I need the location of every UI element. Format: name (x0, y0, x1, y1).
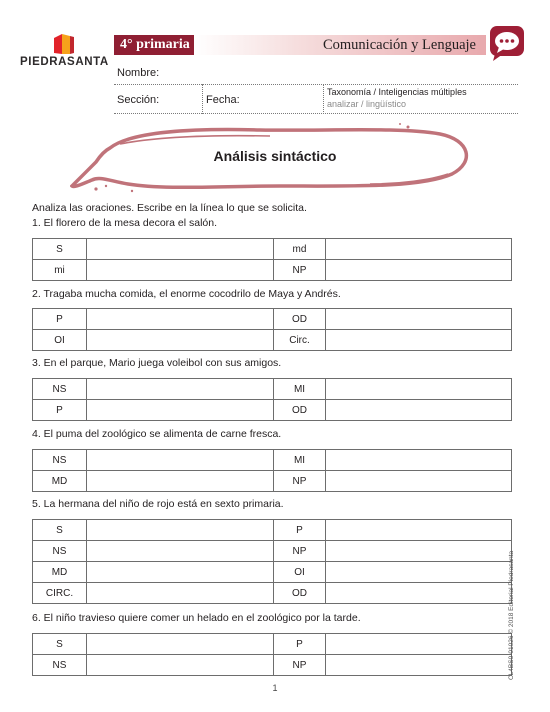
function-label: mi (33, 260, 87, 281)
answer-cell[interactable] (87, 400, 274, 421)
function-label: OD (274, 400, 326, 421)
answer-cell[interactable] (87, 583, 274, 604)
table-row (33, 583, 512, 604)
function-label: S (33, 239, 87, 260)
answer-cell[interactable] (326, 450, 512, 471)
table-row (33, 239, 512, 260)
taxonomy-value: analizar / lingüístico (327, 99, 407, 109)
answer-cell[interactable] (87, 520, 274, 541)
answer-cell[interactable] (326, 309, 512, 330)
function-label: md (274, 239, 326, 260)
answer-cell[interactable] (87, 541, 274, 562)
answer-cell[interactable] (87, 450, 274, 471)
answer-cell[interactable] (87, 379, 274, 400)
instructions-text: Analiza las oraciones. Escribe en la línea lo que se solicita. (32, 202, 307, 214)
answer-cell[interactable] (87, 260, 274, 281)
answer-cell[interactable] (87, 471, 274, 492)
exercise-table (32, 238, 512, 281)
table-row (33, 520, 512, 541)
exercise-table (32, 519, 512, 604)
table-row (33, 379, 512, 400)
function-label: P (274, 634, 326, 655)
table-row (33, 655, 512, 676)
answer-cell[interactable] (87, 655, 274, 676)
answer-cell[interactable] (326, 634, 512, 655)
table-row (33, 562, 512, 583)
name-label: Nombre: (117, 67, 160, 79)
answer-cell[interactable] (326, 541, 512, 562)
answer-cell[interactable] (326, 379, 512, 400)
exercise-sentence: 3. En el parque, Mario juega voleibol con sus amigos. (32, 357, 282, 369)
table-row (33, 634, 512, 655)
header-divider (323, 84, 324, 114)
exercise-sentence: 2. Tragaba mucha comida, el enorme cocodrilo de Maya y Andrés. (32, 288, 341, 300)
function-label: NP (274, 471, 326, 492)
exercise-table (32, 308, 512, 351)
function-label: NP (274, 655, 326, 676)
exercise-sentence: 5. La hermana del niño de rojo está en sexto primaria. (32, 498, 284, 510)
exercise-table (32, 633, 512, 676)
answer-cell[interactable] (87, 309, 274, 330)
function-label: S (33, 634, 87, 655)
header-divider (202, 84, 203, 114)
table-row (33, 471, 512, 492)
answer-cell[interactable] (326, 655, 512, 676)
table-row (33, 400, 512, 421)
header-line (114, 113, 518, 114)
function-label: P (33, 400, 87, 421)
function-label: NP (274, 541, 326, 562)
section-label: Sección: (117, 94, 160, 106)
logo-text: PIEDRASANTA (20, 56, 109, 68)
function-label: P (274, 520, 326, 541)
answer-cell[interactable] (87, 562, 274, 583)
function-label: CIRC. (33, 583, 87, 604)
header-line (114, 84, 518, 85)
taxonomy-label: Taxonomía / Inteligencias múltiples (327, 87, 467, 97)
function-label: NS (33, 655, 87, 676)
function-label: OI (274, 562, 326, 583)
table-row (33, 260, 512, 281)
answer-cell[interactable] (326, 330, 512, 351)
piedrasanta-logo-icon (52, 33, 76, 55)
answer-cell[interactable] (326, 400, 512, 421)
function-label: NS (33, 541, 87, 562)
table-row (33, 450, 512, 471)
function-label: MD (33, 471, 87, 492)
answer-cell[interactable] (326, 562, 512, 583)
chat-bubble-icon (489, 24, 525, 62)
exercise-sentence: 4. El puma del zoológico se alimenta de carne fresca. (32, 428, 282, 440)
answer-cell[interactable] (87, 634, 274, 655)
subject-title: Comunicación y Lenguaje (322, 37, 476, 53)
answer-cell[interactable] (326, 471, 512, 492)
function-label: Circ. (274, 330, 326, 351)
table-row (33, 330, 512, 351)
table-row (33, 309, 512, 330)
function-label: MI (274, 450, 326, 471)
page-number: 1 (272, 683, 278, 693)
page-title: Análisis sintáctico (213, 148, 337, 164)
answer-cell[interactable] (326, 520, 512, 541)
answer-cell[interactable] (326, 583, 512, 604)
grade-label: 4° primaria (114, 35, 194, 55)
date-label: Fecha: (206, 94, 240, 106)
exercise-table (32, 449, 512, 492)
answer-cell[interactable] (326, 239, 512, 260)
table-row (33, 541, 512, 562)
exercise-table (32, 378, 512, 421)
exercise-sentence: 6. El niño travieso quiere comer un helado en el zoológico por la tarde. (32, 612, 361, 624)
answer-cell[interactable] (87, 330, 274, 351)
copyright-side-note: CL4BS0-01026 © 2018 Editorial Piedrasanta (508, 550, 515, 680)
function-label: OI (33, 330, 87, 351)
function-label: P (33, 309, 87, 330)
function-label: MI (274, 379, 326, 400)
exercise-sentence: 1. El florero de la mesa decora el salón. (32, 217, 218, 229)
answer-cell[interactable] (87, 239, 274, 260)
function-label: NS (33, 450, 87, 471)
answer-cell[interactable] (326, 260, 512, 281)
function-label: OD (274, 309, 326, 330)
function-label: NS (33, 379, 87, 400)
function-label: NP (274, 260, 326, 281)
function-label: MD (33, 562, 87, 583)
function-label: S (33, 520, 87, 541)
function-label: OD (274, 583, 326, 604)
